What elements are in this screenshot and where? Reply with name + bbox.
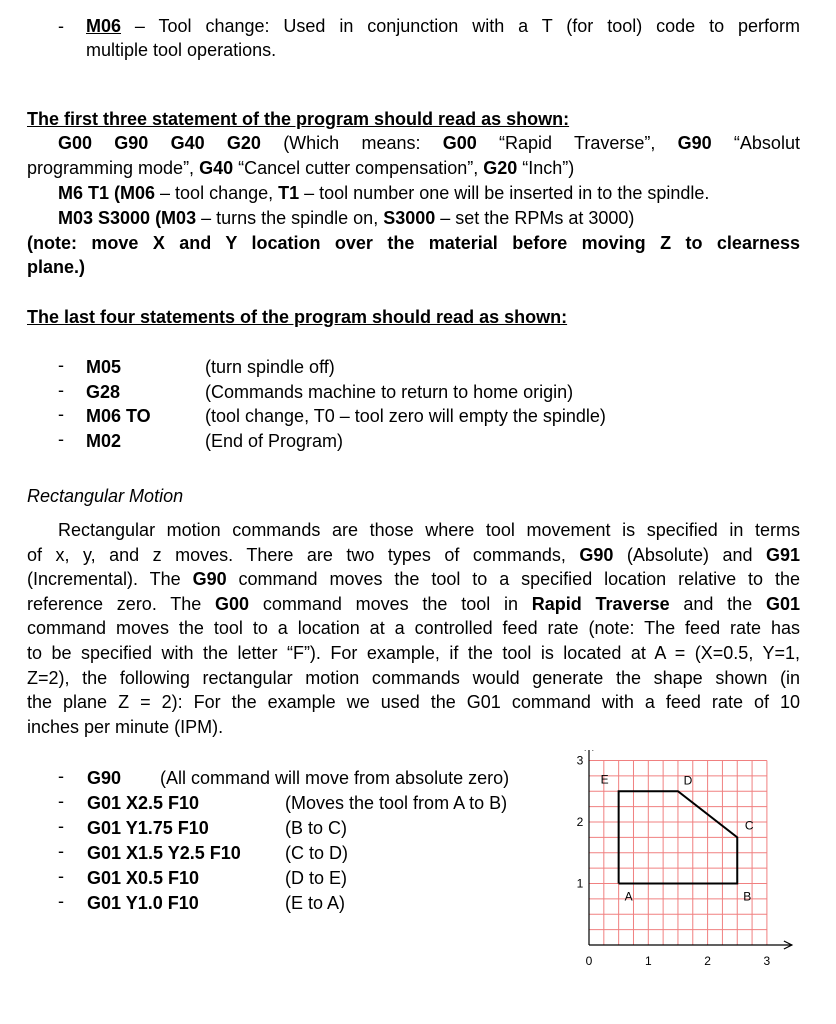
x-tick-label: 2 [704, 954, 711, 968]
command-list [0, 766, 560, 916]
list-item: - G01 X1.5 Y2.5 F10 (C to D) [58, 841, 348, 863]
list-item: - G01 X2.5 F10 (Moves the tool from A to B) [58, 791, 508, 813]
list-item: - G01 Y1.0 F10 (E to A) [58, 891, 346, 913]
x-tick-label: 3 [763, 954, 771, 968]
m06-text-line1: – Tool change: Used in conjunction with a T (for tool) code to perform [121, 16, 800, 36]
first-three-line2: programming mode”, G40 “Cancel cutter compensation”, G20 “Inch”) [27, 158, 575, 178]
point-label: B [743, 889, 752, 904]
last-four-heading: The last four statements of the program should read as shown: [27, 307, 568, 327]
m06-code: M06 [86, 16, 122, 36]
first-three-line4: M03 S3000 (M03 – turns the spindle on, S3000 – set the RPMs at 3000) [58, 208, 635, 228]
list-item: - G01 X0.5 F10 (D to E) [58, 866, 348, 888]
toolpath-chart [560, 750, 810, 980]
m06-item [0, 14, 836, 62]
point-label: C [744, 818, 754, 833]
x-tick-label: 1 [644, 954, 652, 968]
list-item: - M05 (turn spindle off) [58, 355, 335, 377]
section-heading-rectangular-motion: Rectangular Motion [27, 486, 184, 506]
list-item: - G90 (All command will move from absolute zero) [58, 766, 510, 788]
y-tick-label: 3 [576, 753, 584, 768]
list-item: - G01 Y1.75 F10 (B to C) [58, 816, 348, 838]
rect-paragraph: Rectangular motion commands are those where tool movement is specified in terms of x, y, and z moves. There are two types of commands, G90 (Absolute) and G91 (Incremental). The G90 command moves the tool to a specified location relative to the reference zero. The G00 command moves the tool in Rapid Traverse and the G01 command moves the tool to a location at a controlled feed rate (note: The feed rate has to be specified with the letter “F”). For example, if the tool is located at A = (X=0.5, Y=1, Z=2), the following rectangular motion commands would generate the shape shown (in the plane Z = 2): For the example we used the G01 command with a feed rate of 10 inches per minute (IPM). [27, 520, 800, 737]
point-label: A [624, 889, 633, 904]
first-three-heading: The first three statement of the program should read as shown: [27, 109, 570, 129]
y-tick-label: 2 [576, 815, 584, 829]
list-item: - M02 (End of Program) [58, 429, 344, 451]
note-block: (note: move X and Y location over the material before moving Z to clearness plane.) [27, 233, 800, 277]
m06-description [86, 14, 800, 62]
x-tick-label: 0 [585, 954, 593, 968]
bullet-dash: - [58, 16, 64, 36]
last-four-list [0, 355, 836, 455]
m06-text-line2: multiple tool operations. [86, 40, 277, 60]
list-item: - M06 TO (tool change, T0 – tool zero will empty the spindle) [58, 404, 606, 426]
list-item: - G28 (Commands machine to return to home origin) [58, 380, 574, 402]
point-label: D [683, 773, 693, 788]
point-label: E [600, 772, 609, 787]
y-tick-label: 1 [576, 876, 584, 891]
first-three-line3: M6 T1 (M06 – tool change, T1 – tool number one will be inserted in to the spindle. [58, 183, 710, 203]
first-three-line1: G00 G90 G40 G20 (Which means: G00 “Rapid Traverse”, G90 “Absolut [58, 133, 800, 153]
